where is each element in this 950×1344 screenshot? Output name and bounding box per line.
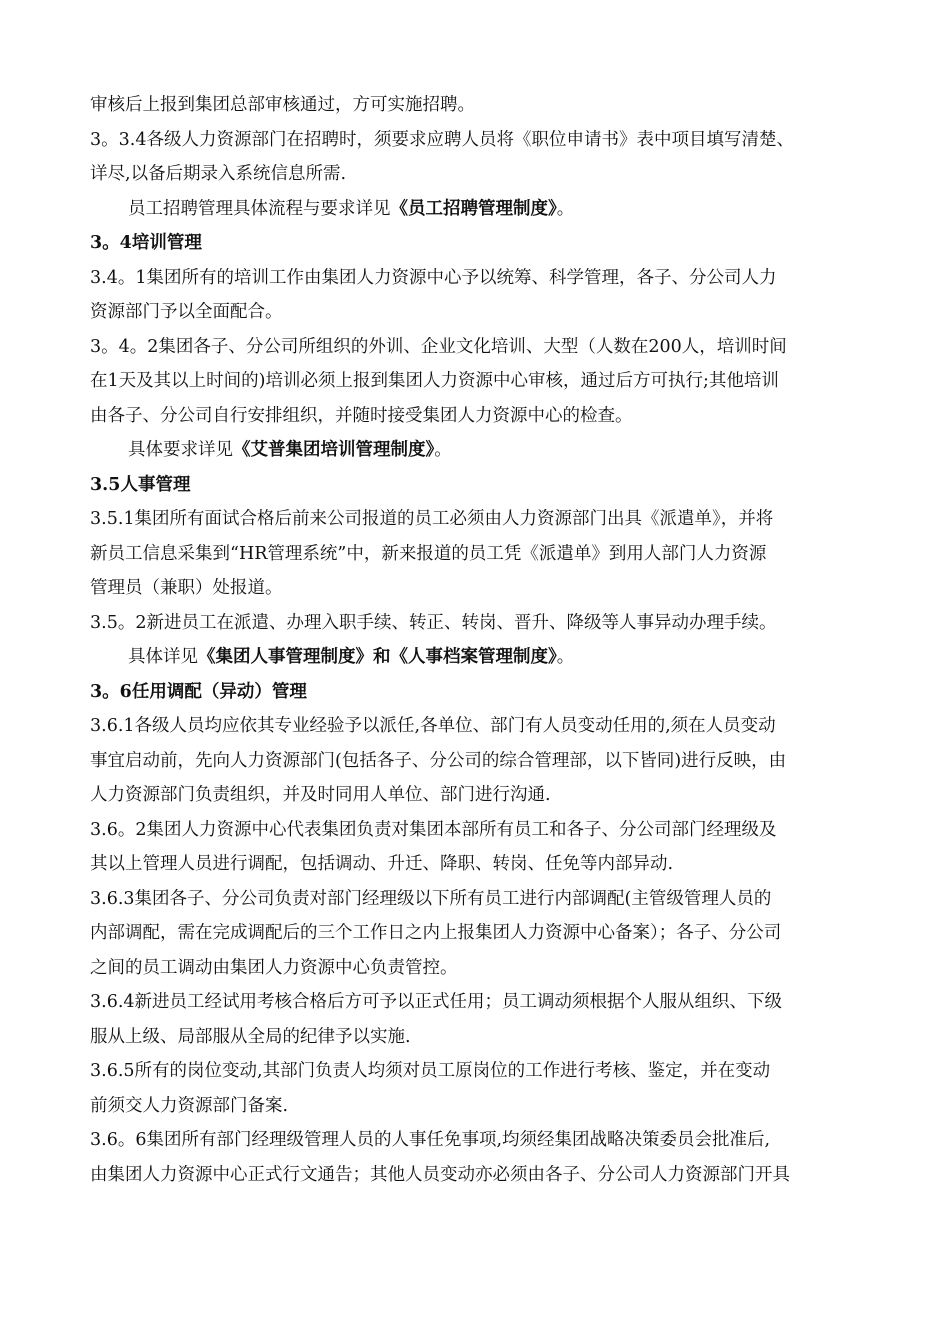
paragraph-line: 内部调配，需在完成调配后的三个工作日之内上报集团人力资源中心备案）；各子、分公司 <box>90 923 782 943</box>
clause-3-6-6: 3.6。6集团所有部门经理级管理人员的人事任免事项,均须经集团战略决策委员会批准后, <box>90 1130 771 1150</box>
paragraph-line: 前须交人力资源部门备案. <box>90 1095 289 1116</box>
section-heading-3-6: 3。6任用调配（异动）管理 <box>90 681 307 702</box>
paragraph-line: 服从上级、局部服从全局的纪律予以实施. <box>90 1026 411 1047</box>
document-page <box>90 88 872 1192</box>
section-heading-3-4: 3。4培训管理 <box>90 233 202 253</box>
paragraph-line: 在1天及其以上时间的)培训必须上报到集团人力资源中心审核，通过后方可执行;其他培训 <box>90 371 779 391</box>
paragraph-line: 由集团人力资源中心正式行文通告；其他人员变动亦必须由各子、分公司人力资源部门开具 <box>90 1164 790 1185</box>
paragraph-line: 审核后上报到集团总部审核通过，方可实施招聘。 <box>90 95 475 115</box>
clause-3-6-2: 3.6。2集团人力资源中心代表集团负责对集团本部所有员工和各子、分公司部门经理级及 <box>90 819 777 840</box>
clause-3-4-1: 3.4。1集团所有的培训工作由集团人力资源中心予以统筹、科学管理，各子、分公司人力 <box>90 267 777 288</box>
reference-line: 员工招聘管理具体流程与要求详见《员工招聘管理制度》。 <box>128 198 575 219</box>
paragraph-line: 资源部门予以全面配合。 <box>90 302 283 322</box>
clause-3-5-1: 3.5.1集团所有面试合格后前来公司报道的员工必须由人力资源部门出具《派遣单》，并将 <box>90 509 774 529</box>
section-heading-3-5: 3.5人事管理 <box>90 474 191 495</box>
clause-3-3-4: 3。3.4各级人力资源部门在招聘时，须要求应聘人员将《职位申请书》表中项目填写清楚、 <box>90 129 794 150</box>
reference-line: 具体要求详见《艾普集团培训管理制度》。 <box>128 440 452 460</box>
clause-3-6-4: 3.6.4新进员工经试用考核合格后方可予以正式任用；员工调动须根据个人服从组织、下级 <box>90 992 783 1012</box>
paragraph-line: 由各子、分公司自行安排组织，并随时接受集团人力资源中心的检查。 <box>90 405 633 426</box>
regulation-title: 《集团人事管理制度》和《人事档案管理制度》 <box>198 647 557 667</box>
clause-3-4-2: 3。4。2集团各子、分公司所组织的外训、企业文化培训、大型（人数在200人，培训时间 <box>90 336 787 357</box>
paragraph-line: 管理员（兼职）处报道。 <box>90 578 283 598</box>
regulation-title: 《艾普集团培训管理制度》 <box>233 440 435 460</box>
regulation-title: 《员工招聘管理制度》 <box>390 198 557 219</box>
paragraph-line: 新员工信息采集到“HR管理系统”中，新来报道的员工凭《派遣单》到用人部门人力资源 <box>90 543 767 564</box>
paragraph-line: 之间的员工调动由集团人力资源中心负责管控。 <box>90 957 458 978</box>
paragraph-line: 其以上管理人员进行调配，包括调动、升迁、降职、转岗、任免等内部异动. <box>90 854 674 874</box>
paragraph-line: 详尽,以备后期录入系统信息所需. <box>90 164 347 184</box>
clause-3-6-5: 3.6.5所有的岗位变动,其部门负责人均须对员工原岗位的工作进行考核、鉴定，并在变动 <box>90 1061 771 1081</box>
reference-line: 具体详见《集团人事管理制度》和《人事档案管理制度》。 <box>128 647 575 667</box>
clause-3-6-3: 3.6.3集团各子、分公司负责对部门经理级以下所有员工进行内部调配(主管级管理人员的 <box>90 888 772 909</box>
clause-3-6-1: 3.6.1各级人员均应依其专业经验予以派任,各单位、部门有人员变动任用的,须在人员变动 <box>90 716 776 736</box>
paragraph-line: 事宜启动前，先向人力资源部门(包括各子、分公司的综合管理部，以下皆同)进行反映，由 <box>90 750 787 771</box>
clause-3-5-2: 3.5。2新进员工在派遣、办理入职手续、转正、转岗、晋升、降级等人事异动办理手续。 <box>90 612 777 633</box>
paragraph-line: 人力资源部门负责组织，并及时同用人单位、部门进行沟通. <box>90 785 551 805</box>
